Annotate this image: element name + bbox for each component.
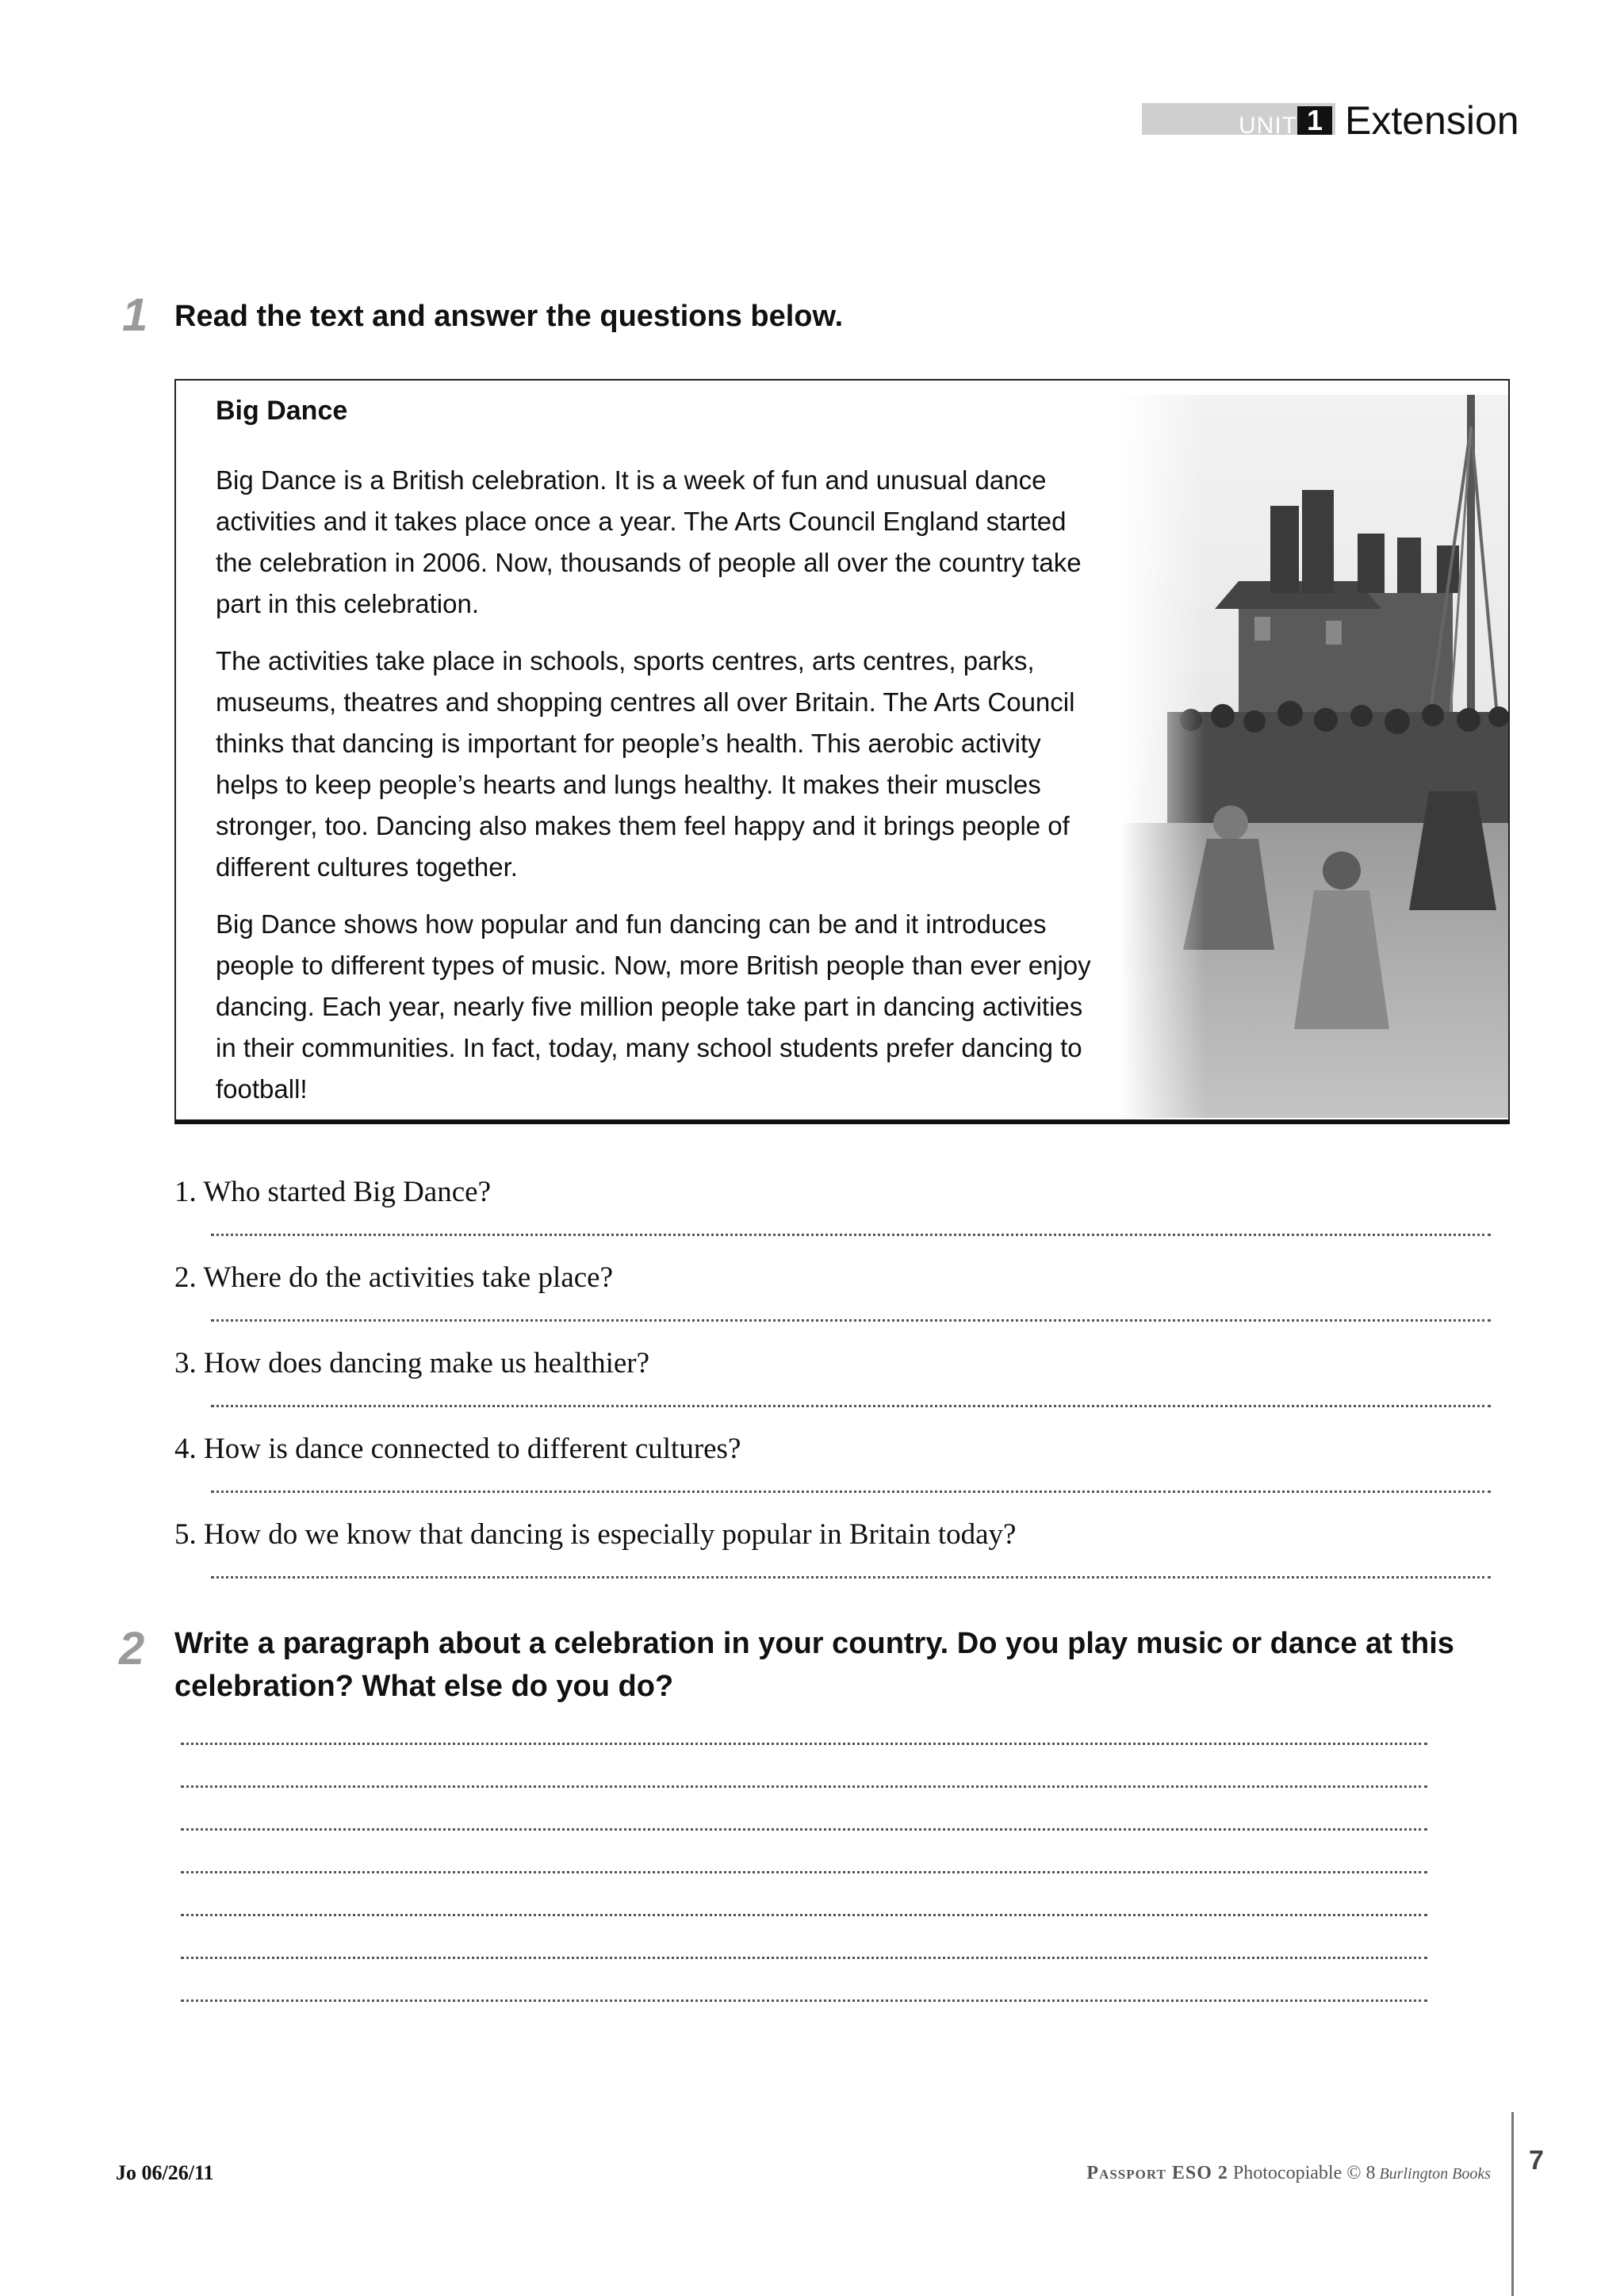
footer-credit (1086, 2163, 1491, 2184)
question-5 (174, 1514, 1491, 1556)
section-title: Extension (1345, 98, 1519, 143)
publisher-name: Burlington Books (1375, 2165, 1491, 2183)
exercise-1-instruction: Read the text and answer the questions below. (174, 300, 844, 333)
writing-line[interactable] (181, 1743, 1427, 1745)
photocopiable-note: Photocopiable © (1228, 2163, 1366, 2183)
answer-line[interactable] (211, 1234, 1491, 1236)
writing-line[interactable] (181, 1828, 1427, 1831)
answer-line[interactable] (211, 1576, 1491, 1578)
question-text: 2. Where do the activities take place? (174, 1261, 614, 1294)
answer-line[interactable] (211, 1405, 1491, 1407)
question-3 (174, 1343, 1491, 1384)
question-text: 5. How do we know that dancing is especially popular in Britain today? (174, 1518, 1017, 1551)
question-text: 1. Who started Big Dance? (174, 1176, 491, 1208)
question-text: 4. How is dance connected to different cultures? (174, 1433, 741, 1465)
writing-line[interactable] (181, 1871, 1427, 1873)
unit-number: 1 (1297, 106, 1332, 135)
reading-paragraph: The activities take place in schools, sports centres, arts centres, parks, museums, theatres and shopping centres all over Britain. The Arts Council thinks that dancing is important for people’s health. This aerobic activity helps to keep people’s hearts and lungs healthy. It makes their muscles stronger, too. Dancing also makes them feel happy and it brings people of different cultures together. (216, 646, 1075, 882)
writing-line[interactable] (181, 1957, 1427, 1959)
reading-paragraph: Big Dance is a British celebration. It is a week of fun and unusual dance activities and it takes place once a year. The Arts Council England started the celebration in 2006. Now, thousands of people all over the country take part in this celebration. (216, 465, 1082, 618)
exercise-2-instruction: Write a paragraph about a celebration in your country. Do you play music or dance at this celebration? What else do you do? (174, 1627, 1454, 1703)
exercise-1-number: 1 (122, 289, 148, 341)
unit-label: UNIT (1239, 113, 1297, 139)
footer-divider (1511, 2112, 1514, 2296)
reading-text (216, 392, 1096, 1126)
question-1 (174, 1172, 1491, 1213)
answer-line[interactable] (211, 1490, 1491, 1493)
exercise-2-number: 2 (119, 1623, 145, 1674)
writing-line[interactable] (181, 1999, 1427, 2002)
unit-header (1142, 98, 1522, 143)
question-4 (174, 1429, 1491, 1470)
reading-title: Big Dance (216, 396, 348, 426)
question-text: 3. How does dancing make us healthier? (174, 1347, 650, 1380)
maypole-dance-photo (1120, 395, 1508, 1118)
answer-line[interactable] (211, 1319, 1491, 1322)
reading-paragraph: Big Dance shows how popular and fun dancing can be and it introduces people to different types of music. Now, more British people than ever enjoy dancing. Each year, nearly five million people take part in dancing activities in their communities. In fact, today, many school students prefer dancing to football! (216, 909, 1091, 1104)
writing-line[interactable] (181, 1785, 1427, 1788)
question-2 (174, 1257, 1491, 1299)
page-number: 7 (1529, 2145, 1544, 2175)
footer-code: Jo 06/26/11 (116, 2161, 214, 2184)
reading-box (174, 379, 1510, 1124)
writing-line[interactable] (181, 1914, 1427, 1916)
series-name: Passport ESO 2 (1086, 2163, 1228, 2183)
copyright-digit: 8 (1365, 2163, 1376, 2183)
